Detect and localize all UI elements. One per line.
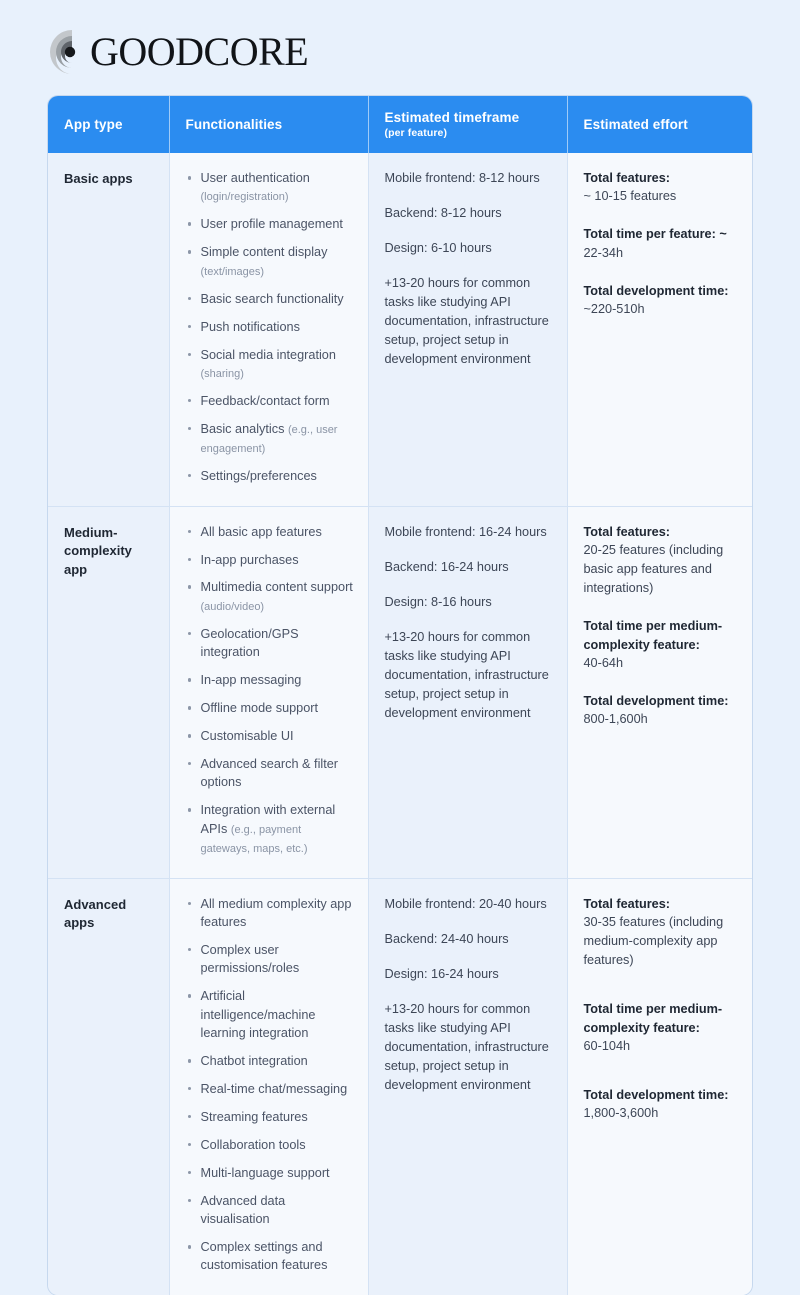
feature-text: User profile management: [200, 217, 343, 232]
cell-estimated-timeframe: [368, 153, 567, 506]
effort-value: ~220-510h: [583, 302, 645, 317]
comparison-table-container: [48, 96, 752, 1295]
effort-label: Total development time:: [583, 1088, 729, 1102]
column-header-app-type: [48, 96, 169, 153]
timeframe-line: Design: 8-16 hours: [384, 594, 492, 609]
feature-text: Collaboration tools: [200, 1137, 306, 1152]
column-header-label: Estimated timeframe: [384, 110, 520, 125]
timeframe-note: +13-20 hours for common tasks like studying API documentation, infrastructure setup, project setup in development environment: [384, 629, 549, 720]
feature-text: Artificial intelligence/machine learning integration: [200, 989, 316, 1041]
column-header-estimated-timeframe: [368, 96, 567, 153]
effort-label: Total development time:: [583, 283, 729, 298]
feature-text: Integration with external APIs: [200, 803, 336, 836]
effort-block: [584, 169, 739, 206]
list-item: [186, 346, 354, 383]
cell-estimated-effort: [567, 878, 752, 1295]
effort-block: [584, 1086, 739, 1123]
list-item: [186, 671, 354, 690]
list-item: [186, 1052, 354, 1071]
feature-text: Complex settings and customisation features: [200, 1240, 328, 1273]
timeframe-line: Mobile frontend: 8-12 hours: [384, 171, 540, 185]
effort-block: [584, 523, 739, 599]
feature-text: Multi-language support: [200, 1165, 330, 1180]
column-header-sublabel: (per feature): [384, 127, 448, 139]
cell-functionalities: [169, 878, 368, 1295]
list-item: [186, 392, 354, 411]
timeframe-line: Backend: 24-40 hours: [384, 931, 509, 946]
list-item: [186, 699, 354, 718]
feature-text: Chatbot integration: [200, 1054, 308, 1069]
list-item: [186, 1080, 354, 1099]
feature-text: All medium complexity app features: [200, 896, 352, 929]
list-item: [186, 801, 354, 857]
functionality-list: [186, 895, 354, 1276]
table-header-row: [48, 96, 752, 153]
feature-text: Basic analytics: [200, 421, 285, 436]
feature-text: All basic app features: [200, 524, 322, 539]
cell-estimated-effort: [567, 153, 752, 506]
app-complexity-comparison-table: [48, 96, 752, 1295]
cell-functionalities: [169, 506, 368, 878]
column-header-functionalities: [169, 96, 368, 153]
effort-label: Total time per feature: ~: [583, 227, 727, 242]
effort-block: [584, 895, 739, 971]
timeframe-line: Backend: 8-12 hours: [384, 206, 502, 221]
effort-value: 30-35 features (including medium-complexity app features): [583, 915, 724, 968]
list-item: [186, 551, 354, 570]
table-header: [48, 96, 752, 153]
feature-text: Customisable UI: [200, 729, 294, 744]
effort-block: [584, 282, 739, 319]
list-item: [186, 318, 354, 337]
effort-value: 60-104h: [583, 1038, 631, 1053]
effort-label: Total development time:: [583, 694, 729, 708]
feature-text: Multimedia content support: [200, 580, 353, 595]
effort-block: [584, 692, 739, 729]
feature-text: Basic search functionality: [200, 291, 344, 306]
list-item: [186, 727, 354, 746]
timeframe-note: +13-20 hours for common tasks like studying API documentation, infrastructure setup, project setup in development environment: [384, 276, 549, 367]
cell-app-type: Basic apps: [48, 153, 169, 506]
table-row: [48, 506, 752, 878]
effort-value: 800-1,600h: [583, 712, 648, 727]
feature-text: Geolocation/GPS integration: [200, 626, 299, 660]
effort-value: 1,800-3,600h: [583, 1106, 659, 1121]
column-header-label: Estimated effort: [583, 117, 688, 132]
feature-text: Social media integration: [200, 347, 336, 362]
feature-text: Push notifications: [200, 319, 300, 334]
list-item: [186, 578, 354, 615]
feature-text: Complex user permissions/roles: [200, 942, 300, 976]
feature-note: (sharing): [200, 367, 244, 380]
feature-note: (text/images): [200, 265, 265, 278]
list-item: [186, 895, 354, 932]
list-item: [186, 1164, 354, 1183]
list-item: [186, 420, 354, 458]
list-item: [186, 169, 354, 206]
column-header-estimated-effort: [567, 96, 752, 153]
cell-app-type: Advanced apps: [48, 878, 169, 1295]
functionality-list: [186, 169, 354, 486]
timeframe-line: Backend: 16-24 hours: [384, 559, 509, 574]
list-item: [186, 987, 354, 1043]
list-item: [186, 941, 354, 978]
effort-value: 22-34h: [583, 245, 624, 260]
feature-note: (audio/video): [200, 600, 265, 613]
timeframe-line: Design: 16-24 hours: [384, 966, 499, 981]
timeframe-line: Mobile frontend: 20-40 hours: [384, 896, 547, 911]
feature-note: (e.g., payment gateways, maps, etc.): [200, 823, 308, 855]
effort-label: Total features:: [583, 524, 670, 539]
feature-text: Streaming features: [200, 1109, 308, 1124]
list-item: [186, 1136, 354, 1155]
functionality-list: [186, 523, 354, 858]
feature-text: User authentication: [200, 171, 310, 185]
list-item: [186, 1192, 354, 1229]
effort-value: 20-25 features (including basic app features and integrations): [583, 543, 724, 596]
effort-block: [584, 225, 739, 262]
timeframe-note: +13-20 hours for common tasks like studying API documentation, infrastructure setup, project setup in development environment: [384, 1001, 549, 1092]
column-header-label: App type: [64, 117, 123, 132]
list-item: [186, 523, 354, 542]
feature-note: (e.g., user engagement): [200, 423, 338, 455]
effort-block: [584, 617, 739, 673]
cell-estimated-timeframe: [368, 506, 567, 878]
feature-text: Feedback/contact form: [200, 393, 330, 408]
cell-estimated-effort: [567, 506, 752, 878]
list-item: [186, 215, 354, 234]
list-item: [186, 625, 354, 662]
table-row: [48, 153, 752, 506]
feature-text: Simple content display: [200, 245, 328, 260]
list-item: [186, 290, 354, 309]
timeframe-line: Design: 6-10 hours: [384, 241, 492, 256]
cell-estimated-timeframe: [368, 878, 567, 1295]
brand-logo: [48, 26, 308, 78]
feature-text: Real-time chat/messaging: [200, 1081, 348, 1096]
feature-note: (login/registration): [200, 191, 289, 204]
effort-label: Total time per medium-complexity feature:: [583, 1002, 723, 1035]
effort-value: 40-64h: [583, 655, 624, 670]
effort-label: Total features:: [583, 896, 670, 911]
table-body: [48, 153, 752, 1295]
cell-functionalities: [169, 153, 368, 506]
feature-text: Advanced search & filter options: [200, 756, 339, 790]
list-item: [186, 467, 354, 486]
cell-app-type: Medium-complexity app: [48, 506, 169, 878]
table-row: [48, 878, 752, 1295]
list-item: [186, 243, 354, 280]
feature-text: Settings/preferences: [200, 468, 317, 483]
feature-text: In-app purchases: [200, 552, 299, 567]
effort-value: ~ 10-15 features: [583, 189, 677, 204]
feature-text: Advanced data visualisation: [200, 1193, 286, 1227]
list-item: [186, 1108, 354, 1127]
brand-wordmark: GOODCORE: [90, 29, 309, 74]
feature-text: Offline mode support: [200, 701, 319, 716]
effort-block: [584, 1000, 739, 1056]
goodcore-swirl-logo-icon: [48, 28, 96, 76]
column-header-label: Functionalities: [185, 117, 283, 132]
list-item: [186, 755, 354, 792]
list-item: [186, 1238, 354, 1275]
timeframe-line: Mobile frontend: 16-24 hours: [384, 524, 547, 539]
effort-label: Total features:: [583, 171, 670, 185]
feature-text: In-app messaging: [200, 673, 302, 688]
effort-label: Total time per medium-complexity feature:: [583, 619, 723, 652]
